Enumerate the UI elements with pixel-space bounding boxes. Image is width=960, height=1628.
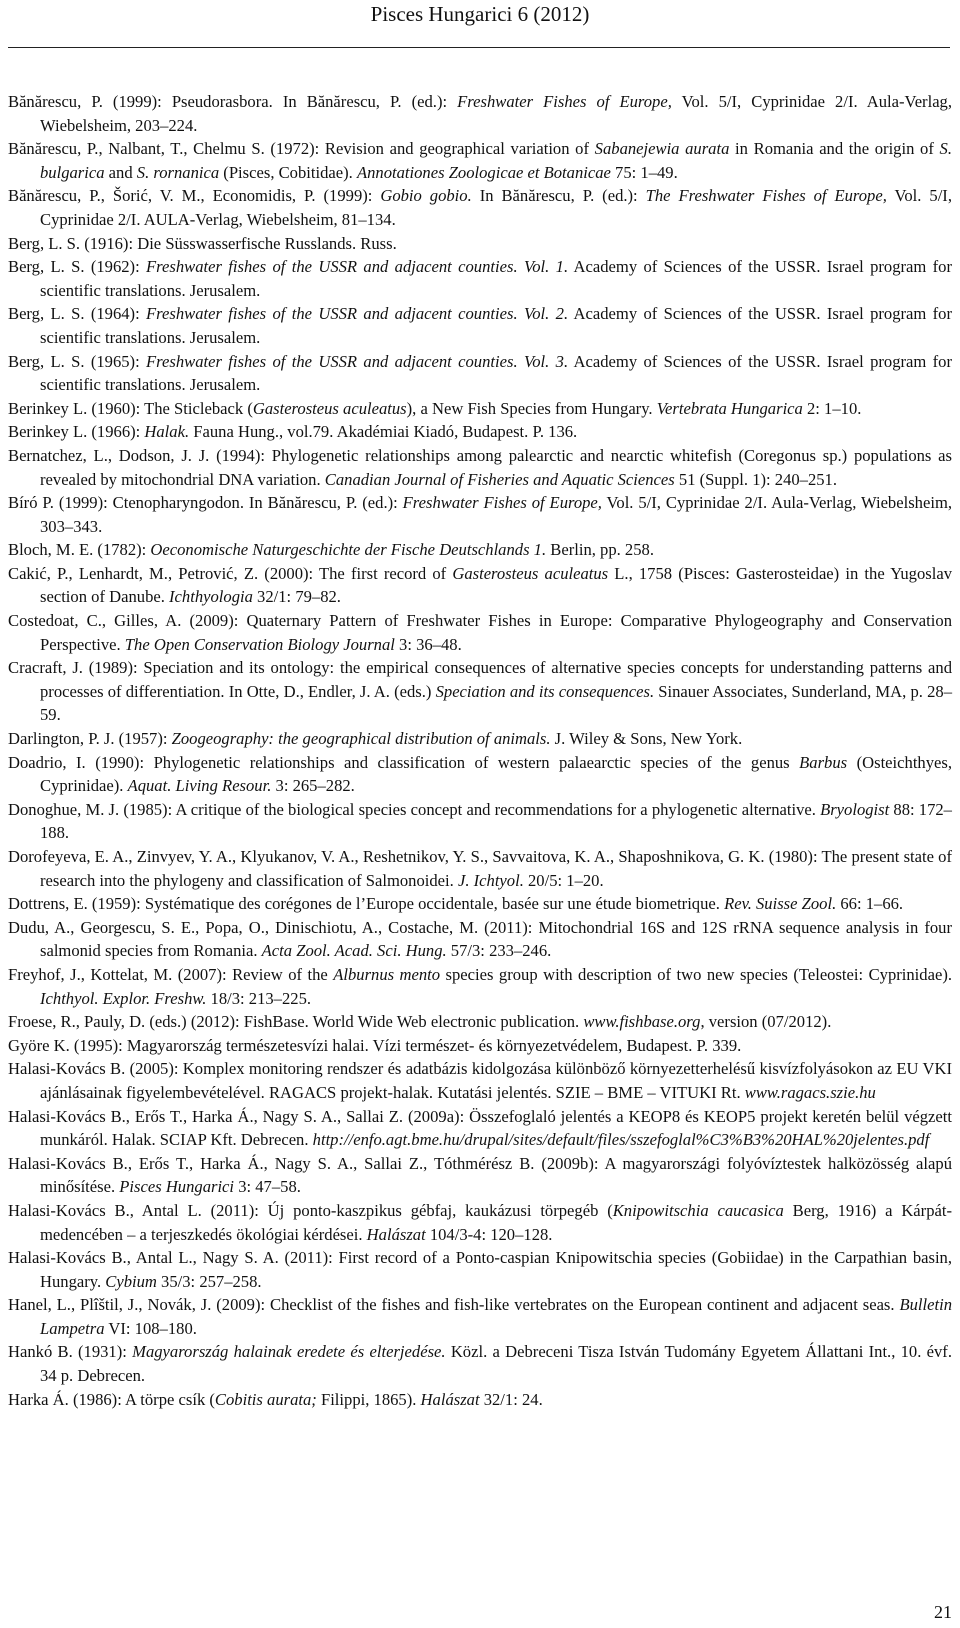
reference-italic-text: S. rornanica [136,162,220,182]
reference-entry [8,1293,952,1340]
reference-text: Dottrens, E. (1959): Systématique des corégones de l’Europe occidentale, basée sur une étude biometrique. [8,894,725,914]
reference-entry [8,916,952,963]
reference-text: Donoghue, M. J. (1985): A critique of the biological species concept and recommendations for a phylogenetic alternative. [8,799,821,819]
reference-text: 32/1: 24. [479,1389,543,1409]
reference-italic-text: www.ragacs.szie.hu [744,1082,876,1102]
reference-entry [8,1010,952,1034]
reference-text: Academy of Sciences of the USSR. Israel program for scientific translations. Jerusalem. [40,257,953,300]
reference-entry [8,90,952,137]
reference-entry [8,538,952,562]
reference-text: 32/1: 79–82. [252,587,341,607]
reference-text: Cakić, P., Lenhardt, M., Petrović, Z. (2000): The first record of [8,563,453,583]
reference-italic-text: Sabanejewia aurata [594,139,730,159]
reference-entry [8,1034,952,1058]
reference-text: 104/3-4: 120–128. [425,1224,553,1244]
reference-text: and [104,162,137,182]
reference-text: Hankó B. (1931): [8,1342,133,1362]
reference-italic-text: Freshwater Fishes of Europe, [457,92,672,111]
reference-text: 66: 1–66. [836,894,904,914]
reference-text: Vol. 5/I, Cyprinidae 2/I. Aula-Verlag, Wiebelsheim, 303–343. [40,493,952,536]
reference-text: 35/3: 257–258. [156,1271,262,1291]
reference-text: Berg, L. S. (1964): [8,304,147,324]
reference-entry [8,1105,952,1152]
reference-text: L., 1758 (Pisces: Gasterosteidae) in the Yugoslav section of Danube. [40,563,952,607]
reference-text: Harka Á. (1986): A törpe csík ( [8,1389,215,1409]
reference-italic-text: Magyarország halainak eredete és elterjedése. [132,1342,446,1362]
reference-text: ), a New Fish Species from Hungary. [406,398,657,418]
reference-text: Bíró P. (1999): Ctenopharyngodon. In Bănărescu, P. (ed.): [8,493,403,513]
reference-entry [8,656,952,727]
reference-text: Froese, R., Pauly, D. (eds.) (2012): FishBase. World Wide Web electronic publication. [8,1012,584,1032]
reference-text: , version (07/2012). [700,1012,832,1032]
reference-text: In Bănărescu, P. (ed.): [471,186,646,206]
reference-text: Berg, L. S. (1962): [8,257,147,277]
reference-entry [8,963,952,1010]
reference-text: Costedoat, C., Gilles, A. (2009): Quaternary Pattern of Freshwater Fishes in Europe: Comparative Phylogeography and Conservation Perspective. [8,611,952,654]
reference-text: Filippi, 1865). [316,1389,421,1409]
reference-entry [8,1246,952,1293]
reference-entry [8,397,952,421]
reference-text: Bănărescu, P., Šorić, V. M., Economidis, P. (1999): [8,186,381,206]
reference-italic-text: Alburnus mento [333,964,441,984]
reference-entry [8,1152,952,1199]
reference-text: Halasi-Kovács B., Antal L. (2011): Új ponto-kaszpikus gébfaj, kaukázusi törpegéb ( [8,1200,613,1220]
reference-italic-text: Knipowitschia caucasica [612,1200,784,1220]
reference-italic-text: Acta Zool. Acad. Sci. Hung. [261,941,447,961]
reference-text: Sinauer Associates, Sunderland, MA, p. 28–59. [40,681,952,725]
reference-text: Hanel, L., Plîštil, J., Novák, J. (2009): Checklist of the fishes and fish-like vertebrates on the European continent and adjacent seas. [8,1295,900,1315]
reference-entry [8,1388,952,1412]
reference-text: Freyhof, J., Kottelat, M. (2007): Review of the [8,964,334,984]
reference-text: 3: 265–282. [271,776,355,796]
reference-text: J. Wiley & Sons, New York. [550,729,743,749]
reference-italic-text: Bryologist [820,799,890,819]
reference-italic-text: http://enfo.agt.bme.hu/drupal/sites/default/files/sszefoglal%C3%B3%20HAL%20jelentes.pdf [312,1130,930,1150]
reference-text: Academy of Sciences of the USSR. Israel program for scientific translations. Jerusalem. [40,351,953,395]
reference-entry [8,798,952,845]
reference-entry [8,562,952,609]
reference-italic-text: Bulletin Lampetra [40,1295,952,1338]
reference-italic-text: The Freshwater Fishes of Europe, [645,186,887,206]
reference-italic-text: www.fishbase.org [583,1012,701,1032]
reference-text: (Osteichthyes, Cyprinidae). [40,752,952,796]
reference-italic-text: Freshwater fishes of the USSR and adjacent counties. Vol. 3. [146,351,569,371]
page-number: 21 [934,1602,952,1622]
reference-italic-text: The Open Conservation Biology Journal [124,634,395,654]
reference-text: Cracraft, J. (1989): Speciation and its ontology: the empirical consequences of alternative species concepts for understanding patterns and processes of differentiation. In Otte, D., Endler, J. A. (eds.) [8,658,952,701]
reference-entry [8,302,952,349]
reference-italic-text: Freshwater fishes of the USSR and adjacent counties. Vol. 1. [146,257,569,277]
reference-text: species group with description of two new species (Teleostei: Cyprinidae). [440,964,952,984]
reference-text: Györe K. (1995): Magyarország természetesvízi halai. Vízi természet- és környezetvédelem, Budapest. P. 339. [8,1035,742,1055]
reference-text: 88: 172–188. [40,799,952,843]
reference-italic-text: Halak. [144,422,190,442]
reference-italic-text: Rev. Suisse Zool. [724,894,837,914]
reference-entry [8,751,952,798]
reference-text: Halasi-Kovács B., Erős T., Harka Á., Nagy S. A., Sallai Z. (2009a): Összefoglaló jelentés a KEOP8 és KEOP5 projekt keretén belül végzett munkáról. Halak. SCIAP Kft. Debrecen. [8,1106,952,1150]
reference-text: Bloch, M. E. (1782): [8,540,151,560]
reference-italic-text: S. bulgarica [40,139,952,182]
reference-entry [8,609,952,656]
reference-text: Halasi-Kovács B., Antal L., Nagy S. A. (2011): First record of a Ponto-caspian Knipowitschia species (Gobiidae) in the Carpathian basin, Hungary. [8,1248,952,1291]
reference-entry [8,184,952,231]
reference-italic-text: Halászat [366,1224,426,1244]
reference-entry [8,444,952,491]
reference-text: Bănărescu, P. (1999): Pseudorasbora. In Bănărescu, P. (ed.): [8,92,458,111]
reference-italic-text: Gobio gobio. [380,186,472,206]
reference-text: 2: 1–10. [802,398,862,418]
reference-italic-text: Cybium [105,1271,157,1291]
reference-text: 3: 36–48. [394,634,462,654]
reference-italic-text: Gasterosteus aculeatus [452,563,609,583]
reference-text: (Pisces, Cobitidae). [219,162,357,182]
reference-list [8,90,952,1411]
reference-entry [8,1057,952,1104]
reference-entry [8,845,952,892]
reference-text: VI: 108–180. [104,1318,197,1338]
reference-entry [8,727,952,751]
reference-text: Academy of Sciences of the USSR. Israel program for scientific translations. Jerusalem. [40,304,953,347]
reference-entry [8,1340,952,1387]
reference-italic-text: Oeconomische Naturgeschichte der Fische Deutschlands 1. [150,540,547,560]
reference-text: Berg, L. S. (1965): [8,351,147,371]
reference-text: 51 (Suppl. 1): 240–251. [674,469,838,489]
reference-text: 57/3: 233–246. [446,941,552,961]
reference-italic-text: Zoogeography: the geographical distribution of animals. [171,729,551,749]
reference-italic-text: Ichthyol. Explor. Freshw. [40,988,207,1008]
reference-text: Halasi-Kovács B., Erős T., Harka Á., Nagy S. A., Sallai Z., Tóthmérész B. (2009b): A magyarországi folyóvíztestek halközösség alapú minősítése. [8,1153,952,1197]
reference-text: Berlin, pp. 258. [546,540,654,560]
reference-italic-text: Halászat [420,1389,480,1409]
reference-italic-text: Barbus [799,752,848,772]
reference-italic-text: Ichthyologia [169,587,253,607]
reference-entry [8,491,952,538]
reference-text: Vol. 5/I, Cyprinidae 2/I. Aula-Verlag, Wiebelsheim, 203–224. [40,92,953,135]
reference-text: Bănărescu, P., Nalbant, T., Chelmu S. (1972): Revision and geographical variation of [8,139,595,159]
reference-entry [8,255,952,302]
reference-text: Közl. a Debreceni Tisza István Tudomány Egyetem Állattani Int., 10. évf. 34 p. Debrecen. [40,1342,952,1386]
reference-text: 20/5: 1–20. [523,870,604,890]
reference-text: 75: 1–49. [610,162,678,182]
reference-text: 18/3: 213–225. [206,988,312,1008]
reference-text: Dorofeyeva, E. A., Zinvyev, Y. A., Klyukanov, V. A., Reshetnikov, Y. S., Savvaitova, K. A., Shaposhnikova, G. K. (1980): The present state of research into the phylogeny and classification of Salmonoidei. [8,847,952,890]
reference-entry [8,232,952,256]
reference-text: Berg, L. S. (1916): Die Süsswasserfische Russlands. Russ. [8,233,397,253]
running-header [0,0,960,28]
reference-italic-text: Aquat. Living Resour. [127,776,272,796]
reference-italic-text: Annotationes Zoologicae et Botanicae [356,162,611,182]
reference-text: Dudu, A., Georgescu, S. E., Popa, O., Dinischiotu, A., Costache, M. (2011): Mitochondrial 16S and 12S rRNA sequence analysis in four salmonid species from Romania. [8,917,952,961]
reference-text: Berinkey L. (1960): The Sticleback ( [8,398,253,418]
reference-entry [8,350,952,397]
reference-text: Bernatchez, L., Dodson, J. J. (1994): Phylogenetic relationships among palearctic and nearctic whitefish (Coregonus sp.) populations as revealed by mitochondrial DNA variation. [8,445,952,489]
reference-text: Berg, 1916) a Kárpát-medencében – a terjeszkedés ökológiai kérdései. [40,1200,952,1244]
reference-entry [8,892,952,916]
reference-text: 3: 47–58. [234,1177,301,1197]
reference-text: Vol. 5/I, Cyprinidae 2/I. AULA-Verlag, Wiebelsheim, 81–134. [40,186,952,229]
reference-italic-text: Freshwater Fishes of Europe, [402,493,602,513]
reference-italic-text: Cobitis aurata; [214,1389,317,1409]
reference-italic-text: Gasterosteus aculeatus [252,398,407,418]
reference-italic-text: Canadian Journal of Fisheries and Aquatic Sciences [324,469,675,489]
reference-text: Darlington, P. J. (1957): [8,729,172,749]
reference-text: Halasi-Kovács B. (2005): Komplex monitoring rendszer és adatbázis kidolgozása különböző környezetterhelésű kisvízfolyásokon az EU VKI ajánlásainak figyelembevételével. RAGACS projekt-halak. Kutatási jelentés. SZIE – BME – VITUKI Rt. [8,1059,952,1102]
reference-entry [8,137,952,184]
reference-italic-text: Vertebrata Hungarica [656,398,803,418]
reference-text: Doadrio, I. (1990): Phylogenetic relationships and classification of western palaearctic species of the genus [8,752,800,772]
journal-title: Pisces Hungarici 6 (2012) [370,2,590,26]
reference-italic-text: Speciation and its consequences. [435,681,655,701]
reference-italic-text: Freshwater fishes of the USSR and adjacent counties. Vol. 2. [146,304,569,324]
reference-entry [8,1199,952,1246]
reference-italic-text: J. Ichtyol. [457,870,524,890]
reference-italic-text: Pisces Hungarici [119,1177,235,1197]
reference-text: Fauna Hung., vol.79. Akadémiai Kiadó, Budapest. P. 136. [189,422,578,442]
reference-text: Berinkey L. (1966): [8,422,145,442]
header-rule [8,47,950,48]
reference-entry [8,420,952,444]
reference-text: in Romania and the origin of [729,139,940,159]
